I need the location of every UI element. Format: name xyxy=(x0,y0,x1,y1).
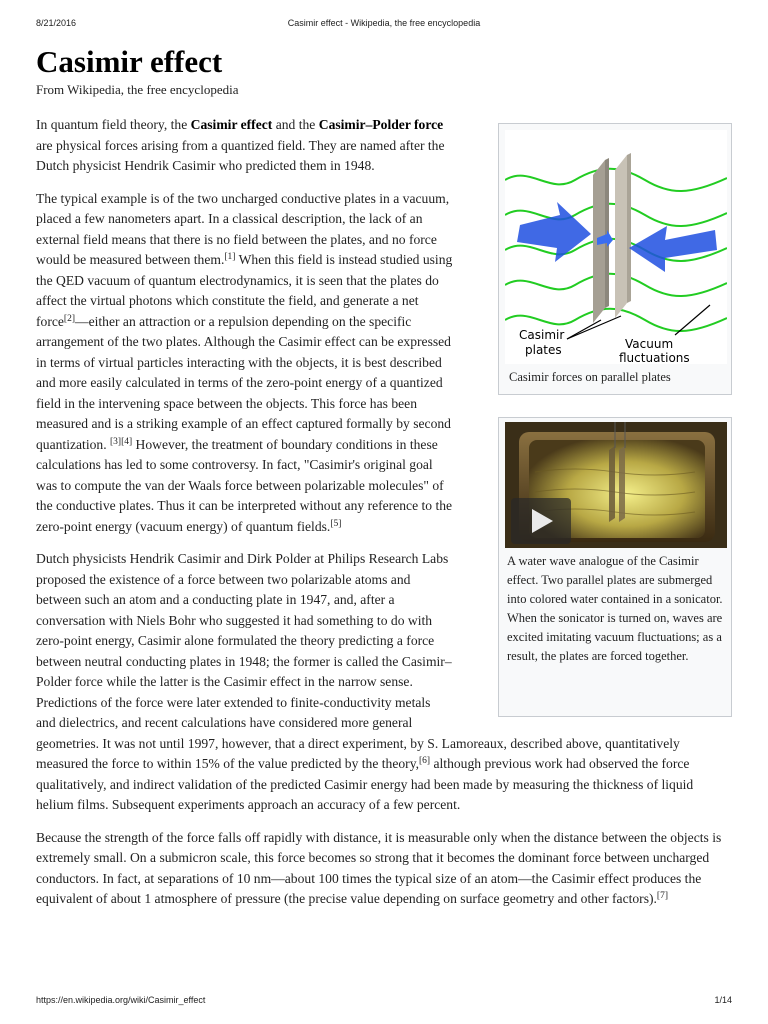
video-thumbnail[interactable] xyxy=(505,422,727,548)
reference-link-6[interactable]: [6] xyxy=(419,756,431,766)
print-footer xyxy=(36,995,732,1009)
reference-link-2[interactable]: [2] xyxy=(63,313,75,324)
figure-casimir-plates xyxy=(498,123,732,395)
print-header xyxy=(36,18,732,32)
paragraph-history: Dutch physicists Hendrik Casimir and Dirk Polder at Philips Research Labs proposed the existence of a force between two polarizable atoms and between such an atom and a conducting plate in 1947, and, after a conversation with Niels Bohr who suggested it had something to do with zero-point energy, Casimir alone formulated the theory predicting a force between neutral conducting plates in 1948; the former is called the Casimir–Polder force while the latter is the Casimir effect in the narrow sense. Predictions of the force were later extended to finite-conductivity metals and dielectrics, and recent calculations have considered more general geometries. It was not until 1997, however, that a direct experiment, by S. Lamoreaux, described above, quantitatively measured the force to within 15% of the value predicted by the theory,[6] although previous work had observed the force qualitatively, and indirect validation of the predicted Casimir energy had been made by measuring the thickness of liquid helium films. Subsequent experiments approach an accuracy of a few percent. xyxy=(36,551,694,812)
casimir-plates-diagram[interactable] xyxy=(505,130,727,364)
reference-link-3[interactable]: [3] xyxy=(110,436,122,447)
reference-link-4[interactable]: [4] xyxy=(121,436,133,447)
label-vacuum-2: fluctuations xyxy=(619,351,690,364)
page-title: Casimir effect xyxy=(36,44,223,79)
label-casimir-plates-1: Casimir xyxy=(519,328,565,342)
paragraph-typical-example: The typical example is of the two uncharged conductive plates in a vacuum, placed a few nanometers apart. In a classical description, the lack of an external field means that there is no field between the plates, and no force would be measured between them.[1] When this field is instead studied using the QED vacuum of quantum electrodynamics, it is seen that the plates do affect the virtual photons which constitute the field, and generate a net force[2]—either an attraction or a repulsion depending on the specific arrangement of the two plates. Although the Casimir effect can be expressed in terms of virtual particles interacting with the objects, it is best described and more easily calculated in terms of the zero-point energy of a quantized field in the intervening space between the objects. This force has been measured and is a striking example of an effect captured formally by second quantization. [3][4] However, the treatment of boundary conditions in these calculations has led to some controversy. In fact, "Casimir's original goal was to compute the van der Waals force between polarizable molecules" of the conductive plates. Thus it can be interpreted without any reference to the zero-point energy (vacuum energy) of quantum fields.[5] xyxy=(36,190,453,534)
print-page-number: 1/14 xyxy=(714,995,732,1005)
figure-caption: Casimir forces on parallel plates xyxy=(509,370,671,384)
figure-water-wave-analogue xyxy=(498,417,732,717)
reference-link-1[interactable]: [1] xyxy=(224,252,236,262)
play-icon[interactable] xyxy=(511,498,571,544)
figure-caption: A water wave analogue of the Casimir effect. Two parallel plates are submerged into colored water contained in a sonicator. When the sonicator is turned on, waves are excited imitating vacuum fluctuations; as a result, the plates are forced together. xyxy=(507,554,723,663)
paragraph-intro: In quantum field theory, the Casimir effect and the Casimir–Polder force are physical forces arising from a quantized field. They are named after the Dutch physicist Hendrik Casimir who predicted them in 1948. xyxy=(36,117,445,173)
print-date: 8/21/2016 xyxy=(36,18,77,28)
reference-link-7[interactable]: [7] xyxy=(656,891,668,901)
label-casimir-plates-2: plates xyxy=(525,343,562,357)
reference-link-5[interactable]: [5] xyxy=(330,518,342,529)
print-url[interactable]: https://en.wikipedia.org/wiki/Casimir_effect xyxy=(36,995,206,1005)
page-tagline: From Wikipedia, the free encyclopedia xyxy=(36,82,239,97)
term-casimir-polder-force: Casimir–Polder force xyxy=(318,117,444,132)
label-vacuum-1: Vacuum xyxy=(625,337,674,351)
term-casimir-effect: Casimir effect xyxy=(190,117,273,132)
print-title: Casimir effect - Wikipedia, the free encyclopedia xyxy=(287,18,481,28)
paragraph-strength: Because the strength of the force falls off rapidly with distance, it is measurable only when the distance between the objects is extremely small. On a submicron scale, this force becomes so strong that it becomes the dominant force between uncharged conductors. In fact, at separations of 10 nm—about 100 times the typical size of an atom—the Casimir effect produces the equivalent of about 1 atmosphere of pressure (the precise value depending on surface geometry and other factors).[7] xyxy=(36,829,722,906)
